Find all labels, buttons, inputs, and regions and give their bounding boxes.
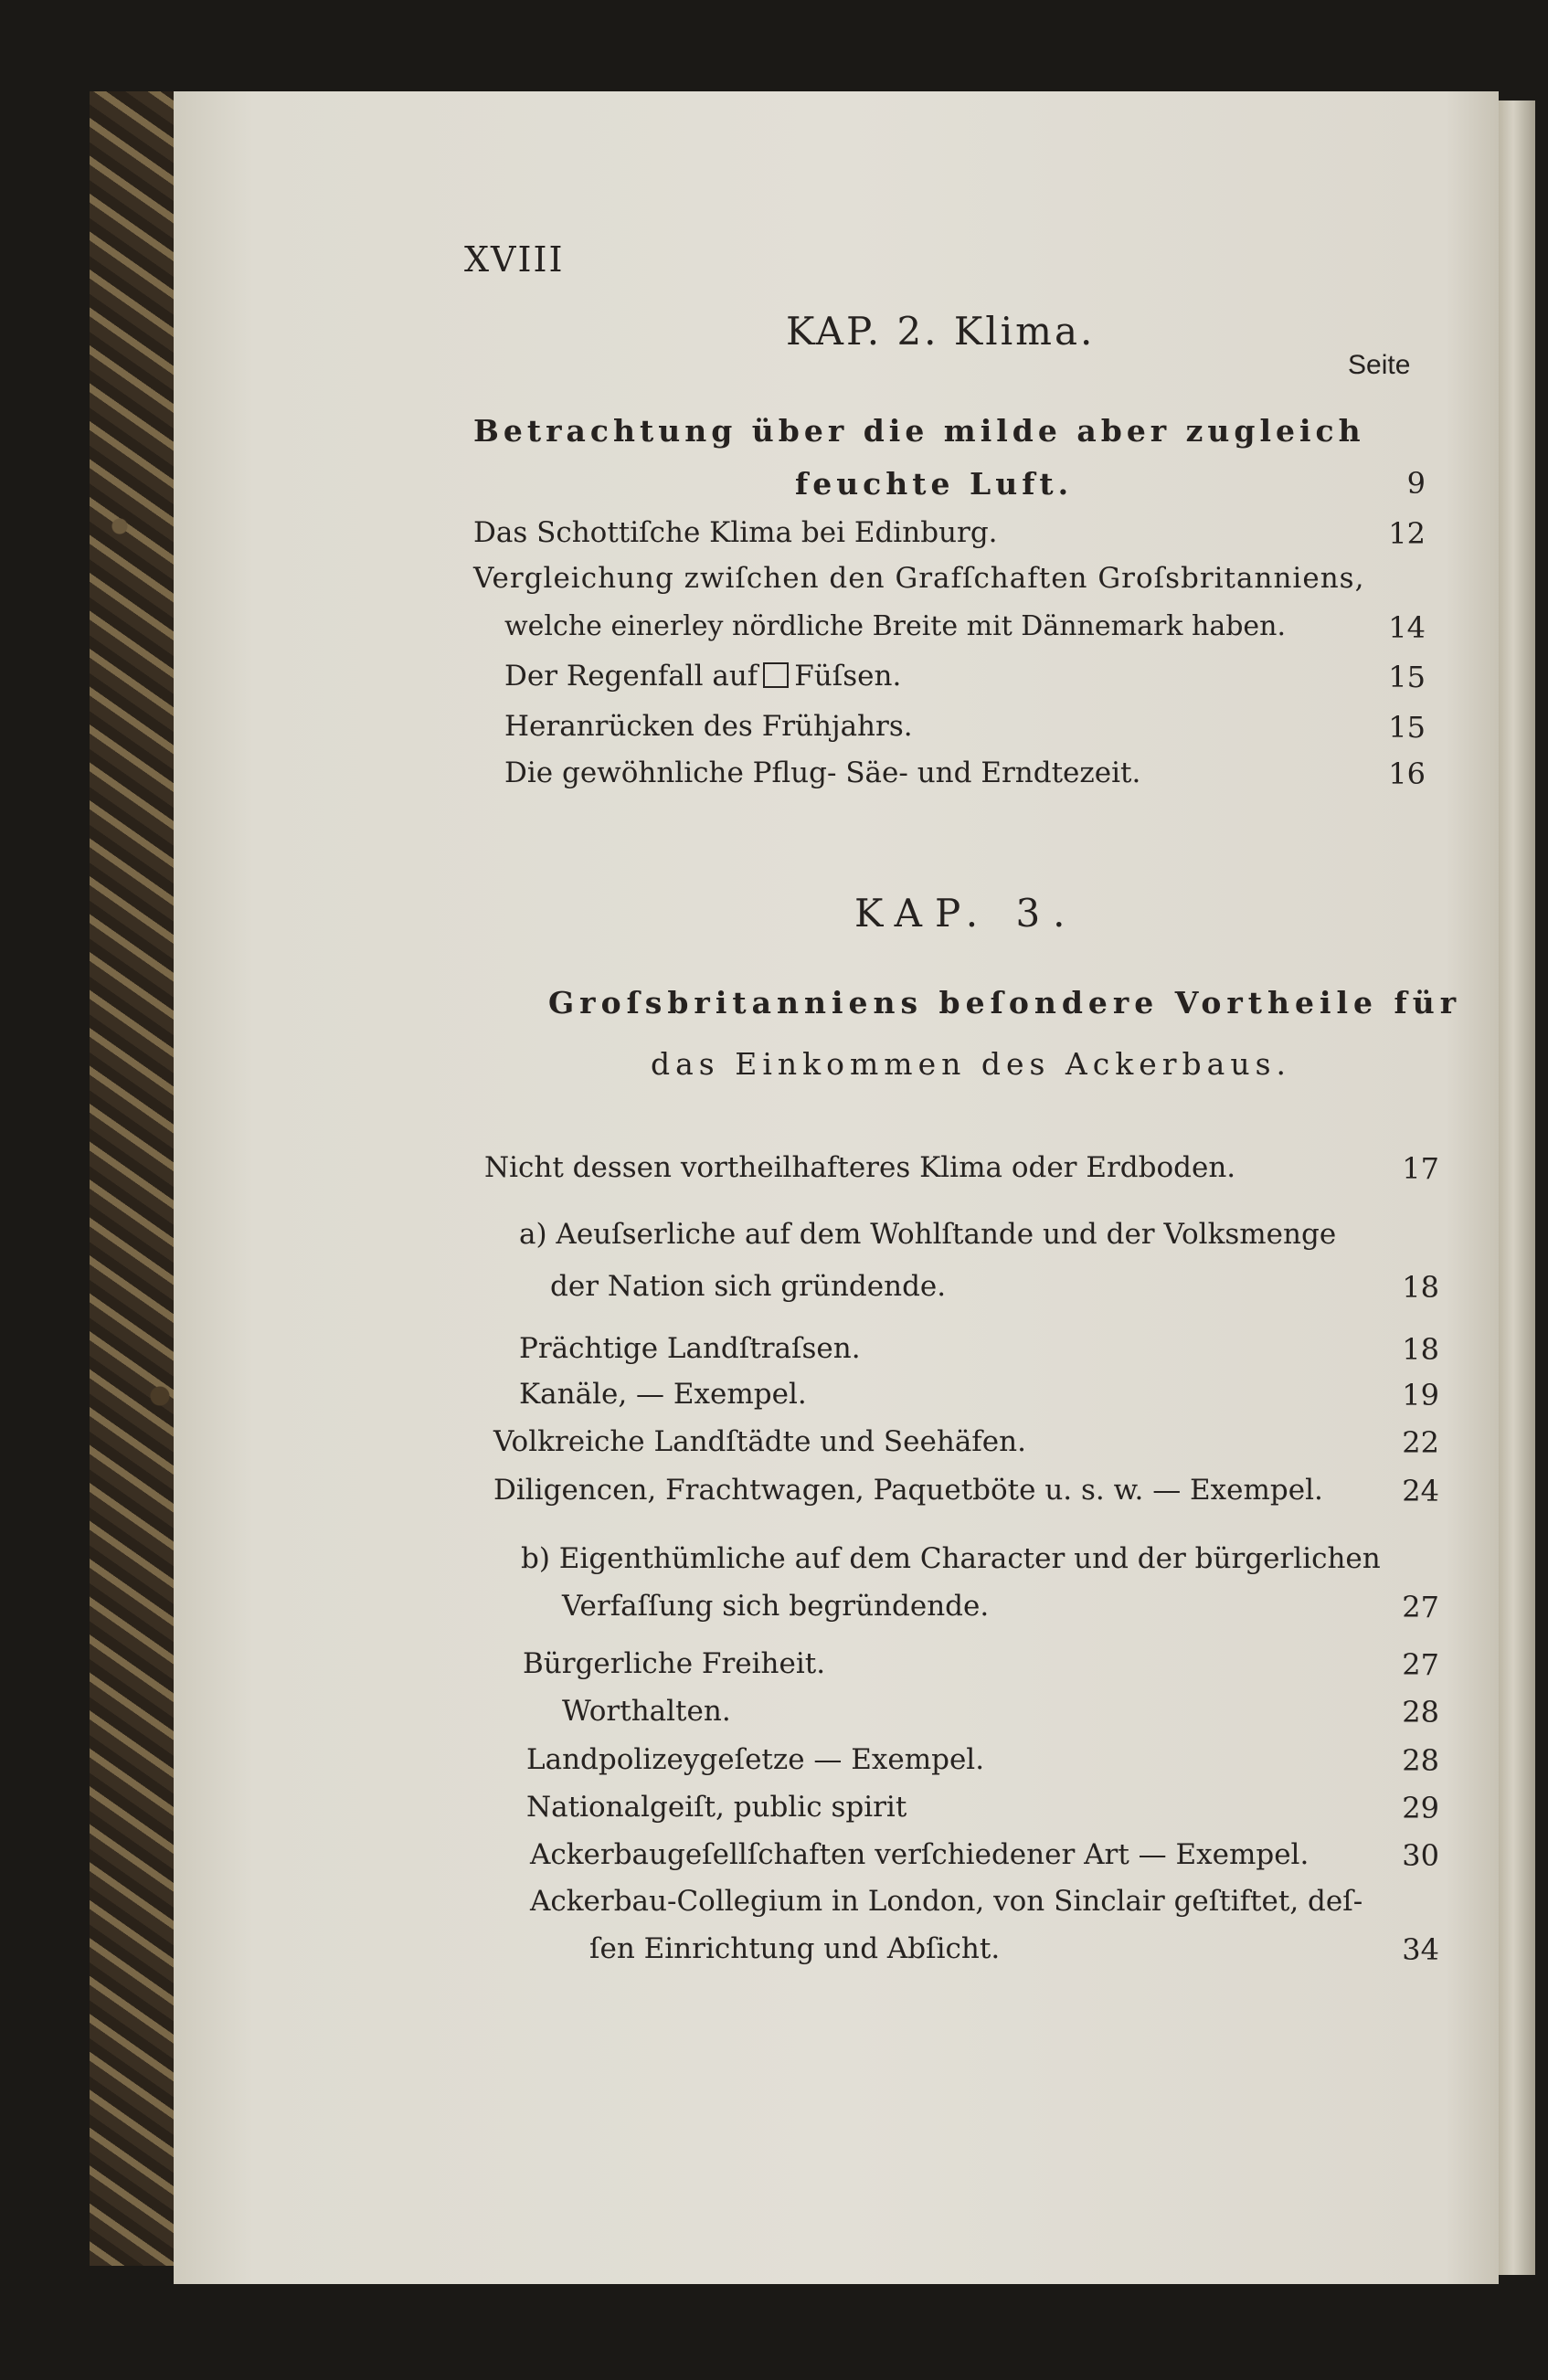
toc-entry: Nationalgeiſt, public spirit [526,1791,907,1824]
toc-page-number: 34 [1402,1932,1439,1967]
toc-entry: Diligencen, Frachtwagen, Paquetböte u. s. w. — Exempel. [493,1474,1323,1507]
toc-page-number: 28 [1402,1743,1439,1778]
toc-page-number: 29 [1402,1791,1439,1825]
toc-entry: b) Eigenthümliche auf dem Character und der bürgerlichen [521,1542,1381,1575]
toc-entry: Kanäle, — Exempel. [519,1378,807,1411]
toc-page-number: 18 [1402,1332,1439,1367]
toc-entry: Ackerbaugeſellſchaften verſchiedener Art — Exempel. [530,1838,1309,1871]
toc-page-number: 12 [1388,516,1426,551]
toc-page-number: 30 [1402,1838,1439,1873]
toc-page-number: 27 [1402,1647,1439,1682]
seite-label: Seite [1348,350,1411,380]
toc-entry: Ackerbau-Collegium in London, von Sinclair geſtiftet, deſ- [530,1885,1363,1918]
page-edge [1499,100,1535,2275]
toc-entry [504,660,901,693]
toc-entry-text: Füſsen. [794,660,902,693]
toc-entry: Das Schottiſche Klima bei Edinburg. [473,516,998,549]
toc-entry: Landpolizeygeſetze — Exempel. [526,1743,985,1776]
toc-entry: Verfaſſung sich begründende. [562,1590,990,1623]
square-symbol-icon [763,662,789,688]
chapter-3-title: KAP. 3. [854,891,1078,936]
toc-entry: Volkreiche Landſtädte und Seehäfen. [493,1425,1026,1458]
toc-entry: a) Aeuſserliche auf dem Wohlſtande und der Volksmenge [519,1218,1337,1251]
page-header: XVIII [464,239,565,280]
toc-page-number: 14 [1388,610,1426,645]
chapter-3-subtitle: Groſsbritanniens beſondere Vortheile für [548,985,1462,1021]
chapter-2-title: KAP. 2. Klima. [786,309,1096,354]
toc-entry: der Nation sich gründende. [550,1270,947,1303]
toc-entry-text: Der Regenfall auf [504,660,758,693]
toc-page-number: 19 [1402,1378,1439,1412]
toc-page-number: 15 [1388,710,1426,745]
toc-entry: Betrachtung über die milde aber zugleich [473,413,1365,449]
toc-page-number: 16 [1388,756,1426,791]
toc-entry: Vergleichung zwiſchen den Grafſchaften Groſsbritanniens, [473,562,1365,595]
toc-page-number: 9 [1406,466,1426,501]
toc-entry: welche einerley nördliche Breite mit Dännemark haben. [504,610,1287,642]
toc-page-number: 28 [1402,1695,1439,1729]
toc-entry: Die gewöhnliche Pflug- Säe- und Erndtezeit. [504,756,1141,789]
toc-entry: Nicht dessen vortheilhafteres Klima oder Erdboden. [484,1151,1236,1184]
toc-page-number: 18 [1402,1270,1439,1305]
toc-entry: Heranrücken des Frühjahrs. [504,710,913,743]
toc-entry: Bürgerliche Freiheit. [523,1647,826,1680]
toc-page-number: 15 [1388,660,1426,694]
chapter-3-subtitle: das Einkommen des Ackerbaus. [651,1046,1292,1082]
toc-page-number: 27 [1402,1590,1439,1624]
toc-entry: ſen Einrichtung und Abſicht. [589,1932,1001,1965]
toc-page-number: 24 [1402,1474,1439,1508]
toc-entry: Prächtige Landſtraſsen. [519,1332,861,1365]
toc-page-number: 17 [1402,1151,1439,1186]
toc-entry: feuchte Luft. [795,466,1074,502]
toc-page-number: 22 [1402,1425,1439,1460]
toc-entry: Worthalten. [562,1695,731,1728]
